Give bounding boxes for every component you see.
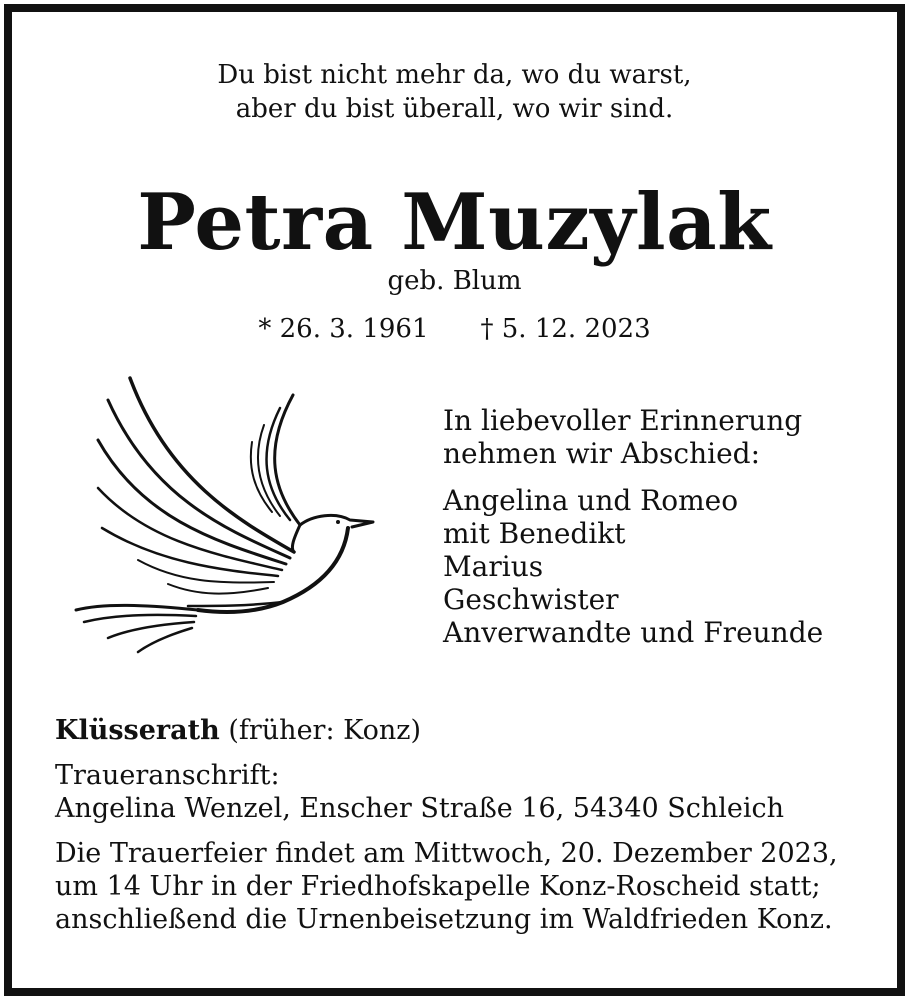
intro-line-1: In liebevoller Erinnerung bbox=[443, 404, 803, 437]
info-block bbox=[55, 714, 875, 936]
address-text: Angelina Wenzel, Enscher Straße 16, 54340 Schleich bbox=[55, 793, 785, 824]
mourner-name: Marius bbox=[443, 550, 544, 583]
maiden-name: geb. Blum bbox=[387, 266, 522, 296]
death-date: † 5. 12. 2023 bbox=[480, 314, 651, 344]
address-label: Traueranschrift: bbox=[55, 760, 280, 791]
ceremony-line-1: Die Trauerfeier findet am Mittwoch, 20. Dezember 2023, bbox=[55, 838, 838, 869]
mourner-name: Angelina und Romeo bbox=[443, 484, 739, 517]
birth-date: * 26. 3. 1961 bbox=[258, 314, 429, 344]
mourners-block bbox=[443, 404, 883, 649]
place-note: (früher: Konz) bbox=[228, 715, 421, 746]
quote-line-1: Du bist nicht mehr da, wo du warst, bbox=[217, 60, 692, 90]
intro-line-2: nehmen wir Abschied: bbox=[443, 437, 761, 470]
life-dates bbox=[0, 312, 909, 346]
place-line bbox=[55, 714, 875, 747]
dove-icon bbox=[68, 370, 388, 660]
mourner-name: Anverwandte und Freunde bbox=[443, 616, 824, 649]
quote-line-2: aber du bist überall, wo wir sind. bbox=[235, 94, 674, 124]
address-block bbox=[55, 759, 875, 825]
ceremony-line-2: um 14 Uhr in der Friedhofskapelle Konz-Roscheid statt; bbox=[55, 871, 821, 902]
deceased-name: Petra Muzylak bbox=[137, 177, 772, 268]
ceremony-line-3: anschließend die Urnenbeisetzung im Waldfrieden Konz. bbox=[55, 904, 833, 935]
place-name: Klüsserath bbox=[55, 715, 220, 746]
mourner-name: Geschwister bbox=[443, 583, 619, 616]
ceremony-text bbox=[55, 837, 875, 936]
mourner-name: mit Benedikt bbox=[443, 517, 626, 550]
memorial-quote bbox=[0, 58, 909, 126]
mourners-intro bbox=[443, 404, 883, 470]
